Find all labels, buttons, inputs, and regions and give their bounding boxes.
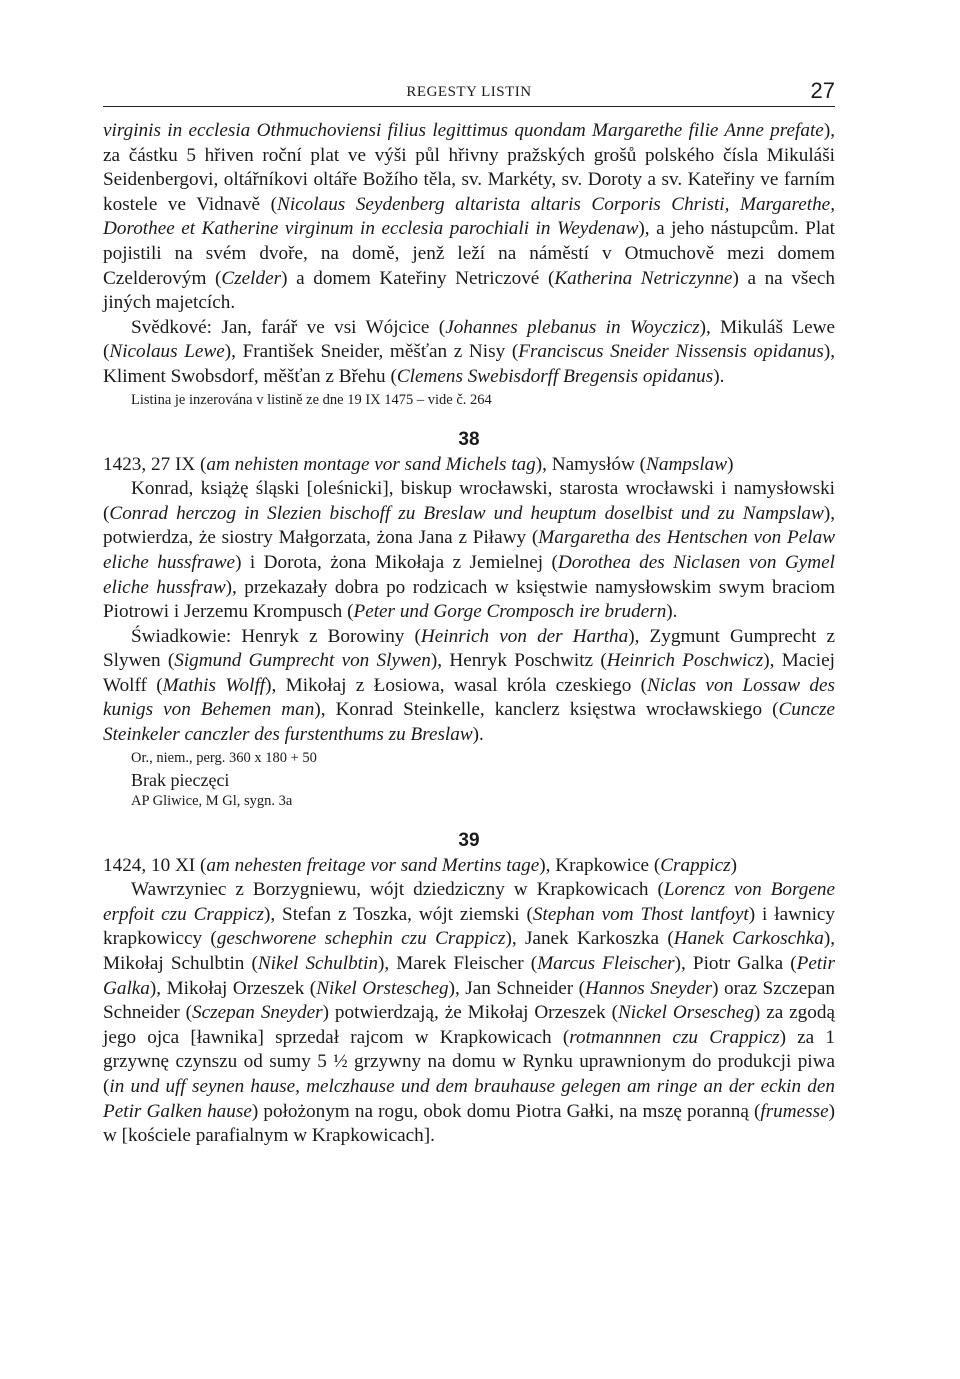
italic-source-quote: Marcus Fleischer — [537, 953, 675, 975]
text-run: ). — [713, 365, 725, 387]
italic-source-quote: Czelder — [221, 267, 282, 289]
page-content — [103, 119, 835, 1149]
italic-source-quote: in und uff seynen hause, melczhause und dem brauhause gelegen am ringe an der eckin den Petir Galken hause — [103, 1076, 835, 1122]
running-title: REGESTY LISTIN — [406, 84, 532, 100]
italic-source-quote: am nehisten montage vor sand Michels tag — [206, 453, 536, 475]
text-run: ) a na všech jiných majetcích. — [103, 267, 836, 314]
entry-38-dateline — [103, 453, 835, 478]
text-run: Svědkové: Jan, farář ve vsi Wójcice ( — [131, 316, 446, 338]
text-run: ) oraz Szczepan Schneider ( — [103, 977, 835, 1024]
text-run: ) potwierdzają, że Mikołaj Orzeszek ( — [322, 1002, 618, 1024]
text-run: ), przekazały dobra po rodzicach w księstwie namysłowskim swym braciom Piotrowi i Jerzemu Krompusch ( — [103, 576, 835, 623]
text-run: ) w [kościele parafialnym w Krapkowicach]. — [103, 1100, 835, 1147]
italic-source-quote: geschworene schephin czu Crappicz — [216, 928, 506, 950]
entry-39-summary — [103, 878, 835, 1149]
page-number: 27 — [810, 78, 835, 103]
text-run: ), Mikołaj z Łosiowa, wasal króla czeskiego ( — [265, 674, 648, 696]
italic-source-quote: Sigmund Gumprecht von Slywen — [174, 650, 431, 672]
entry-38-original-note: Or., niem., perg. 360 x 180 + 50 — [131, 749, 317, 766]
entry-38-archive-note: AP Gliwice, M Gl, sygn. 3a — [131, 792, 293, 809]
entry-39-dateline — [103, 854, 835, 879]
text-run: ). — [666, 601, 678, 623]
text-run: ), František Sneider, měšťan z Nisy ( — [224, 341, 519, 363]
entry-38-summary — [103, 477, 835, 625]
italic-source-quote: Cuncze Steinkeler canczler des furstenthums zu Breslaw — [103, 699, 835, 746]
italic-source-quote: virginis in ecclesia Othmuchoviensi filius legittimus quondam Margarethe filie Anne prefate — [103, 120, 824, 141]
text-run: ), za částku 5 hřiven roční plat ve výši půl hřivny pražských grošů polského čísla Mikuláši Seidenbergovi, oltářníkovi oltáře Božího těla, sv. Markéty, sv. Doroty a sv. Kateřiny ve farním kostele ve Vidnavě ( — [103, 120, 835, 215]
text-run: ), Piotr Galka ( — [674, 953, 797, 975]
text-run: ) za 1 grzywnę czynszu od sumy 5 ½ grzywny na domu w Rynku uprawnionym do produkcji piwa ( — [103, 1026, 835, 1097]
text-run: ) za zgodą jego ojca [ławnika] sprzedał rajcom w Krapkowicach ( — [103, 1002, 835, 1048]
text-run: ). — [472, 724, 484, 746]
italic-source-quote: Stephan vom Thost lantfoyt — [532, 903, 749, 925]
text-run: ), potwierdza, że siostry Małgorzata, żona Jana z Piławy ( — [103, 502, 835, 549]
running-header — [103, 80, 835, 107]
text-run: ), Mikuláš Lewe ( — [103, 316, 835, 363]
italic-source-quote: frumesse — [760, 1100, 829, 1122]
entry-37-source-note: Listina je inzerována v listině ze dne 19 IX 1475 – vide č. 264 — [131, 391, 492, 408]
italic-source-quote: Sczepan Sneyder — [192, 1002, 323, 1024]
text-run: 1423, 27 IX ( — [103, 453, 207, 475]
italic-source-quote: Nicolaus Lewe — [109, 341, 225, 363]
text-run: ), Kliment Swobsdorf, měšťan z Břehu ( — [103, 341, 835, 387]
italic-source-quote: Mathis Wolff — [162, 674, 266, 696]
italic-source-quote: Heinrich von der Hartha — [420, 625, 629, 647]
entry-38-witnesses — [103, 625, 835, 748]
text-run: ), Stefan z Toszka, wójt ziemski ( — [263, 903, 533, 925]
italic-source-quote: rotmannnen czu Crappicz — [569, 1026, 780, 1048]
italic-source-quote: Nikel Orstescheg — [316, 977, 449, 999]
text-run: ), Henryk Poschwitz ( — [430, 650, 607, 672]
text-run: ), Marek Fleischer ( — [377, 953, 538, 975]
text-run: ), Maciej Wolff ( — [103, 650, 835, 696]
text-run: ), Mikołaj Orzeszek ( — [149, 977, 317, 999]
italic-source-quote: Peter und Gorge Cromposch ire brudern — [353, 601, 667, 623]
italic-source-quote: Crappicz — [660, 854, 731, 876]
italic-source-quote: Margaretha des Hentschen von Pelaw eliche hussfrawe — [103, 527, 835, 573]
italic-source-quote: Nikel Schulbtin — [257, 953, 378, 975]
italic-source-quote: Heinrich Poschwicz — [606, 650, 764, 672]
text-run: ) a domem Kateřiny Netriczové ( — [281, 267, 555, 289]
text-run: Świadkowie: Henryk z Borowiny ( — [131, 625, 421, 647]
italic-source-quote: Conrad herczog in Slezien bischoff zu Breslaw und heuptum doselbist und zu Nampslaw — [109, 502, 824, 524]
text-run: ), Mikołaj Schulbtin ( — [103, 928, 836, 975]
entry-38-seal-note: Brak pieczęci — [131, 769, 230, 790]
text-run: 1424, 10 XI ( — [103, 854, 207, 876]
italic-source-quote: Lorencz von Borgene erpfoit czu Crappicz — [103, 879, 835, 925]
italic-source-quote: Niclas von Lossaw des kunigs von Behemen man — [103, 674, 835, 721]
italic-source-quote: Hannos Sneyder — [585, 977, 713, 999]
italic-source-quote: Nicolaus Seydenberg altarista altaris Corporis Christi, Margarethe, Dorothee et Katherine virginum in ecclesia parochiali in Weydenaw — [103, 193, 835, 240]
text-run: ), Janek Karkoszka ( — [505, 928, 674, 950]
italic-source-quote: am nehesten freitage vor sand Mertins tage — [206, 854, 540, 876]
text-run: ) — [730, 854, 737, 876]
italic-source-quote: Nampslaw — [646, 453, 728, 475]
italic-source-quote: Franciscus Sneider Nissensis opidanus — [518, 341, 824, 363]
text-run: Wawrzyniec z Borzygniewu, wójt dziedziczny w Krapkowicach ( — [131, 879, 664, 901]
italic-source-quote: Katherina Netriczynne — [554, 267, 733, 289]
italic-source-quote: Johannes plebanus in Woyczicz — [445, 316, 700, 338]
entry-39-number: 39 — [458, 829, 480, 851]
text-run: ), Zygmunt Gumprecht z Slywen ( — [103, 625, 835, 672]
page — [103, 80, 835, 1149]
entry-37-summary-continued — [103, 119, 835, 316]
text-run: ), Jan Schneider ( — [448, 977, 586, 999]
italic-source-quote: Hanek Carkoschka — [673, 928, 824, 950]
italic-source-quote: Petir Galka — [103, 953, 835, 999]
entry-37-witnesses — [103, 316, 835, 390]
text-run: ), Konrad Steinkelle, kanclerz księstwa wrocławskiego ( — [314, 699, 779, 721]
text-run: ) położonym na rogu, obok domu Piotra Gałki, na mszę poranną ( — [251, 1100, 761, 1122]
text-run: ) i Dorota, żona Mikołaja z Jemielnej ( — [235, 551, 558, 573]
entry-38-number: 38 — [458, 428, 480, 450]
text-run: ), Krapkowice ( — [539, 854, 661, 876]
text-run: Konrad, książę śląski [oleśnicki], biskup wrocławski, starosta wrocławski i namysłowski ( — [103, 478, 835, 524]
italic-source-quote: Clemens Swebisdorff Bregensis opidanus — [396, 365, 714, 387]
text-run: ) — [727, 453, 734, 475]
italic-source-quote: Nickel Orsescheg — [618, 1002, 754, 1024]
text-run: ), Namysłów ( — [535, 453, 647, 475]
text-run: ) i ławnicy krapkowiccy ( — [103, 903, 836, 950]
italic-source-quote: Dorothea des Niclasen von Gymel eliche hussfraw — [103, 551, 835, 598]
text-run: ), a jeho nástupcům. Plat pojistili na svém dvoře, na domě, jenž leží na náměstí v Otmuchově mezi domem Czelderovým ( — [103, 218, 836, 289]
